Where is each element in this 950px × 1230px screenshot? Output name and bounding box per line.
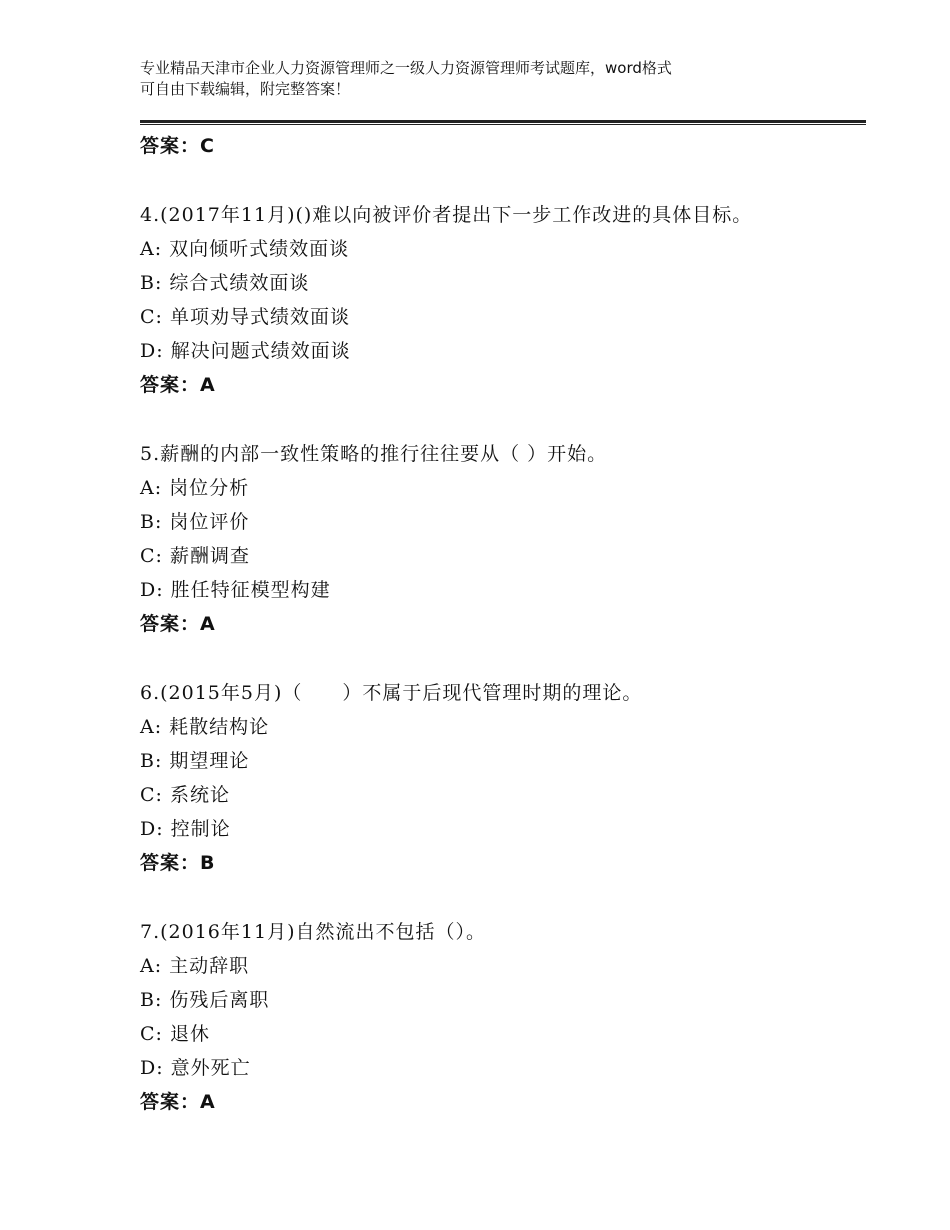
question-6-option-b: B: 期望理论 [140, 750, 250, 772]
question-6-option-d: D: 控制论 [140, 818, 231, 840]
question-4-option-d: D: 解决问题式绩效面谈 [140, 340, 351, 362]
question-5-option-d: D: 胜任特征模型构建 [140, 579, 331, 601]
question-7-option-a: A: 主动辞职 [140, 955, 250, 977]
question-5-option-a: A: 岗位分析 [140, 477, 250, 499]
question-5-option-c: C: 薪酬调查 [140, 545, 250, 567]
question-4-option-c: C: 单项劝导式绩效面谈 [140, 306, 350, 328]
question-6-option-a: A: 耗散结构论 [140, 716, 270, 738]
question-4-option-a: A: 双向倾听式绩效面谈 [140, 238, 350, 260]
question-6-text: 6.(2015年5月)（ ）不属于后现代管理时期的理论。 [140, 682, 643, 704]
question-6-answer: 答案：B [140, 852, 216, 874]
header-divider-thin [140, 124, 866, 125]
question-4-text: 4.(2017年11月)()难以向被评价者提出下一步工作改进的具体目标。 [140, 204, 753, 226]
question-5-answer: 答案：A [140, 613, 216, 635]
header-divider-thick [140, 120, 866, 123]
question-7-option-b: B: 伤残后离职 [140, 989, 270, 1011]
question-5-text: 5.薪酬的内部一致性策略的推行往往要从（ ）开始。 [140, 443, 608, 465]
question-7-text: 7.(2016年11月)自然流出不包括（）。 [140, 921, 486, 943]
previous-answer: 答案：C [140, 135, 215, 157]
question-6-option-c: C: 系统论 [140, 784, 230, 806]
question-7-answer: 答案：A [140, 1091, 216, 1113]
document-header [140, 58, 840, 100]
question-5-option-b: B: 岗位评价 [140, 511, 250, 533]
question-4-answer: 答案：A [140, 374, 216, 396]
question-7-option-d: D: 意外死亡 [140, 1057, 251, 1079]
question-7-option-c: C: 退休 [140, 1023, 210, 1045]
question-4-option-b: B: 综合式绩效面谈 [140, 272, 310, 294]
header-line-2: 可自由下载编辑，附完整答案！ [140, 80, 351, 98]
header-line-1: 专业精品天津市企业人力资源管理师之一级人力资源管理师考试题库，word格式 [140, 59, 672, 77]
